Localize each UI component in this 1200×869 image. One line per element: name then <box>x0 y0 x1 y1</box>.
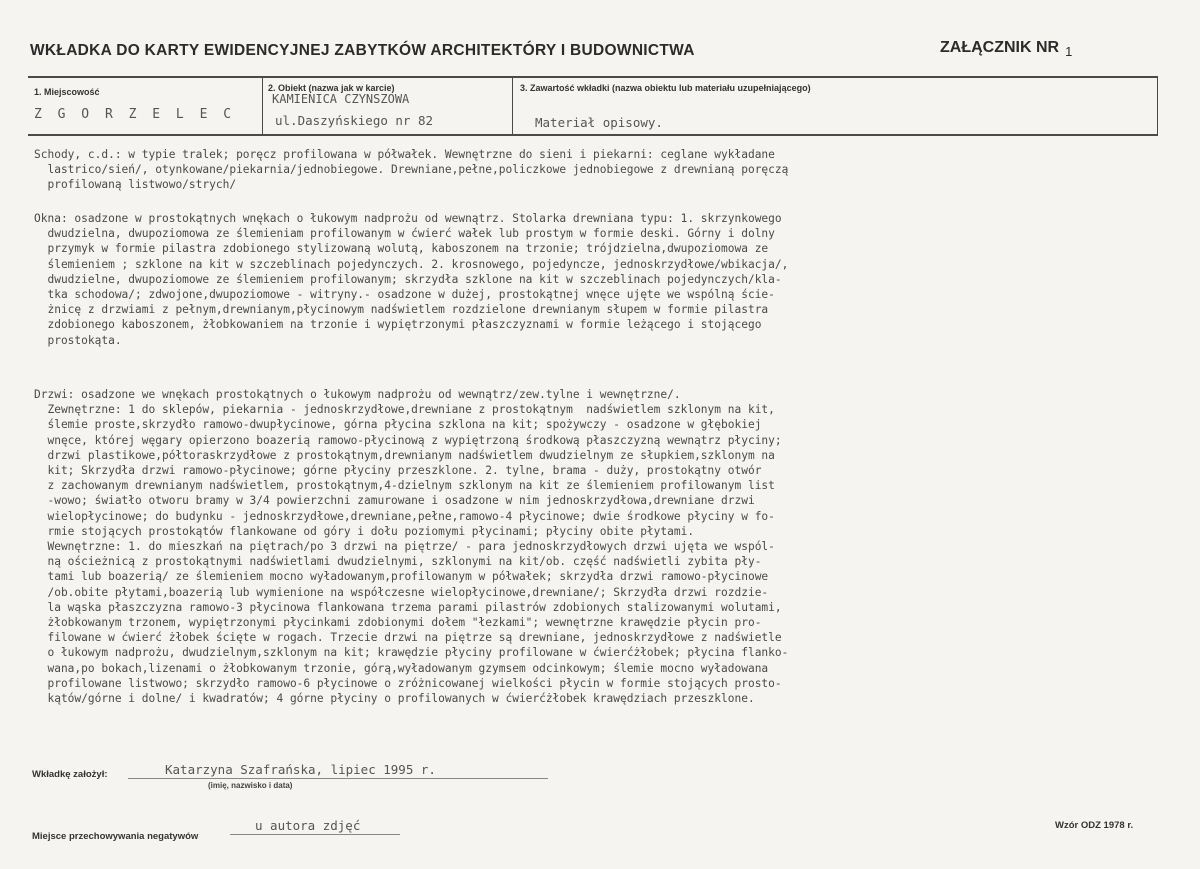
object-name: KAMIENICA CZYNSZOWA <box>272 92 410 106</box>
text-line: zdobionego kaboszonem, żłobkowaniem na trzonie i wypiętrzonymi płaszczyznami w formie leżącego i stojącego <box>34 318 762 332</box>
contents-value: Materiał opisowy. <box>535 115 663 130</box>
text-line: wnęce, której węgary opierzono boazerią ramowo-płycinową z wypiętrzoną środkową płaszczyzną wewnątrz płyciny; <box>34 433 782 447</box>
text-line: kątów/górne i dolne/ i kwadratów; 4 górne płyciny o profilowanych w ćwierćżłobek krawędziach przeszklone. <box>34 692 755 706</box>
prepared-by-value: Katarzyna Szafrańska, lipiec 1995 r. <box>165 762 436 777</box>
text-line: dwudzielne, dwupoziomowe ze ślemieniem profilowanym; skrzydła szklone na kit w szczeblinach pojedynczych/kla- <box>34 272 782 286</box>
text-line: Okna: osadzone w prostokątnych wnękach o łukowym nadprożu od wewnątrz. Stolarka drewniana typu: 1. skrzynkowego <box>34 212 782 225</box>
locality-label: 1. Miejscowość <box>34 87 100 97</box>
text-line: Wewnętrzne: 1. do mieszkań na piętrach/po 3 drzwi na piętrze/ - para jednoskrzydłowych drzwi ujęta we wspól- <box>34 540 775 554</box>
attachment-number-value: 1 <box>1065 44 1073 59</box>
negatives-line <box>230 834 400 835</box>
object-address: ul.Daszyńskiego nr 82 <box>275 113 434 128</box>
text-line: /ob.obite płytami,boazerią lub wymienione na współczesne wielopłycinowe,drewniane/; Skrzydła drzwi rozdzie- <box>34 585 769 599</box>
divider-2 <box>512 76 513 136</box>
locality-value: Z G O R Z E L E C <box>34 107 236 122</box>
contents-label: 3. Zawartość wkładki (nazwa obiektu lub materiału uzupełniającego) <box>520 83 811 93</box>
text-line: Schody, c.d.: w typie tralek; poręcz profilowana w półwałek. Wewnętrzne do sieni i piekarni: ceglane wykładane <box>34 148 775 161</box>
text-line: filowane w ćwierć żłobek ścięte w rogach. Trzecie drzwi na piętrze są drewniane, jednoskrzydłowe z nadświetle <box>34 631 782 645</box>
object-label: 2. Obiekt (nazwa jak w karcie) <box>268 83 395 93</box>
doors-paragraph <box>34 387 1184 706</box>
attachment-number <box>940 39 1072 57</box>
text-line: profilowane listwowo; skrzydło ramowo-6 płycinowe o zróżnicowanej wielkości płycin w formie stojących prosto- <box>34 676 782 690</box>
text-line: żnicę z drzwiami z pełnym,drewnianym,płycinowym nadświetlem rozdzielone drewnianym słupem w formie pilastra <box>34 303 769 317</box>
text-line: ślemieniem ; szklone na kit w szczeblinach pojedynczych. 2. krosnowego, pojedyncze, jednoskrzydłowe/wbikacja/, <box>34 257 789 271</box>
text-line: -wowo; światło otworu bramy w 3/4 powierzchni zamurowane i osadzone w nim jednoskrzydłowa,drewniane drzwi <box>34 494 755 508</box>
attachment-label: ZAŁĄCZNIK NR <box>940 39 1060 56</box>
text-line: ną ościeżnicą z prostokątnymi nadświetlami dwudzielnymi, szklonymi na kit/ob. część nadświetli zybita pły- <box>34 555 762 569</box>
text-line: Zewnętrzne: 1 do sklepów, piekarnia - jednoskrzydłowe,drewniane z prostokątnym nadświetlem szklonym na kit, <box>34 403 775 417</box>
prepared-by-hint: (imię, nazwisko i data) <box>208 781 293 790</box>
text-line: żłobkowanym trzonem, wypiętrzonymi płycinkami zdobionymi dołem "łezkami"; wewnętrzne krawędzie płycin pro- <box>34 616 762 630</box>
text-line: dwudzielna, dwupoziomowa ze ślemieniam profilowanym w ćwierć wałek lub prostym w formie deski. Górny i dolny <box>34 227 775 241</box>
card-title: WKŁADKA DO KARTY EWIDENCYJNEJ ZABYTKÓW ARCHITEKTÓRY I BUDOWNICTWA <box>30 42 695 59</box>
text-line: profilowaną listwowo/strych/ <box>34 178 237 192</box>
text-line: z zachowanym drewnianym nadświetlem, prostokątnym,4-dzielnym szklonym na kit ze ślemieniem profilowanym list <box>34 479 775 493</box>
template-version: Wzór ODZ 1978 r. <box>1055 820 1134 831</box>
negatives-value: u autora zdjęć <box>255 818 361 833</box>
negatives-label: Miejsce przechowywania negatywów <box>32 831 199 842</box>
text-line: tami lub boazerią/ ze ślemieniem mocno wyładowanym,profilowanym w półwałek; skrzydła drzwi ramowo-płycinowe <box>34 570 769 584</box>
text-line: Drzwi: osadzone we wnękach prostokątnych o łukowym nadprożu od wewnątrz/zew.tylne i wewnętrzne/. <box>34 388 681 401</box>
text-line: wana,po bokach,lizenami o żłobkowanym trzonie, górą,wyładowanym gzymsem odcinkowym; ślemie mocno wyładowana <box>34 661 769 675</box>
divider-1 <box>262 76 263 136</box>
bottom-rule <box>28 134 1158 136</box>
text-line: la wąska płaszczyzna ramowo-3 płycinowa flankowana trzema parami pilastrów zdobionych stalizowanymi wolutami, <box>34 600 782 614</box>
text-line: przymyk w formie pilastra zdobionego stylizowaną wolutą, kaboszonem na trzonie; trójdzielna,dwupoziomowa ze <box>34 242 769 256</box>
text-line: drzwi plastikowe,półtoraskrzydłowe z prostokątnym,drewnianym nadświetlem dwudzielnym ze słupkiem,szklonym na <box>34 448 775 462</box>
text-line: rmie stojących prostokątów flankowane od góry i dołu poziomymi płycinami; płyciny obite płytami. <box>34 524 695 538</box>
windows-paragraph <box>34 211 1184 348</box>
stairs-paragraph <box>34 147 1184 193</box>
prepared-by-line <box>128 778 548 779</box>
text-line: wielopłycinowe; do budynku - jednoskrzydłowe,drewniane,pełne,ramowo-4 płycinowe; dwie środkowe płyciny w fo- <box>34 509 775 523</box>
text-line: tka schodowa/; zdwojone,dwupoziomowe - witryny.- osadzone w dużej, prostokątnej wnęce ujęte we wspólną ście- <box>34 288 775 302</box>
text-line: prostokąta. <box>34 333 122 347</box>
right-edge <box>1157 76 1158 136</box>
text-line: lastrico/sień/, otynkowane/piekarnia/jednobiegowe. Drewniane,pełne,policzkowe jednobiegowe z drewnianą poręczą <box>34 163 789 177</box>
prepared-by-label: Wkładkę założył: <box>32 769 108 780</box>
text-line: kit; Skrzydła drzwi ramowo-płycinowe; górne płyciny przeszklone. 2. tylne, brama - duży, prostokątny otwór <box>34 464 762 478</box>
text-line: o łukowym nadprożu, dwudzielnym,szklonym na kit; krawędzie płyciny profilowane w ćwierćżłobek; płycina flanko- <box>34 646 789 660</box>
top-rule <box>28 76 1158 78</box>
text-line: ślemie proste,skrzydło ramowo-dwupłycinowe, górna płycina szklona na kit; spożywczy - osadzone w głębokiej <box>34 418 762 432</box>
